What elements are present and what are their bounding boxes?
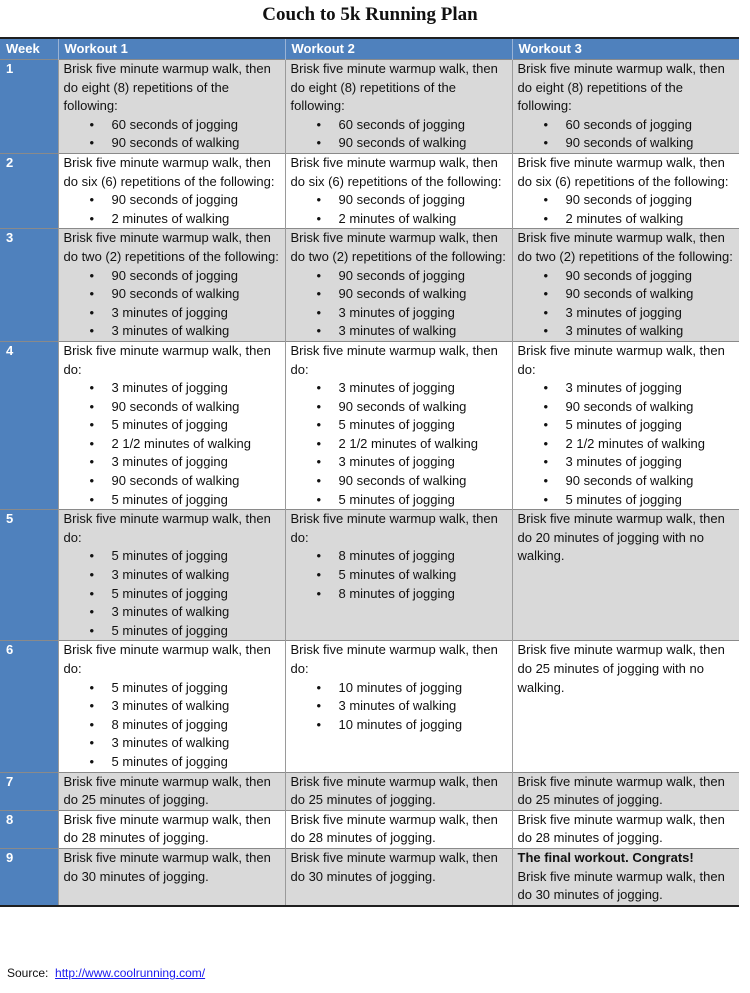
workout-step: • 8 minutes of jogging: [112, 716, 281, 735]
workout-step: • 3 minutes of walking: [112, 566, 281, 585]
workout-cell: [58, 810, 285, 848]
workout-intro: Brisk five minute warmup walk, then do six (6) repetitions of the following:: [63, 154, 275, 189]
workout-step: • 90 seconds of jogging: [566, 267, 736, 286]
week-number: 7: [0, 772, 58, 810]
workout-intro: Brisk five minute warmup walk, then do 25 minutes of jogging.: [517, 773, 725, 808]
table-row: [0, 229, 739, 342]
workout-cell: [512, 772, 739, 810]
column-header-week: Week: [0, 38, 58, 60]
workout-intro: Brisk five minute warmup walk, then do six (6) repetitions of the following:: [517, 154, 729, 189]
workout-step: • 90 seconds of walking: [112, 134, 281, 153]
workout-steps: [291, 267, 508, 341]
workout-cell: [512, 341, 739, 509]
workout-intro: Brisk five minute warmup walk, then do two (2) repetitions of the following:: [290, 230, 506, 264]
column-header-workout-3: Workout 3: [512, 38, 739, 60]
table-row: [0, 510, 739, 641]
workout-intro: Brisk five minute warmup walk, then do six (6) repetitions of the following:: [290, 154, 502, 189]
workout-cell: [512, 510, 739, 641]
workout-step: • 3 minutes of walking: [339, 697, 508, 716]
workout-cell: [512, 848, 739, 905]
workout-steps: [291, 679, 508, 735]
workout-step: • 2 1/2 minutes of walking: [112, 435, 281, 454]
workout-cell: [58, 848, 285, 905]
workout-step: • 3 minutes of jogging: [112, 453, 281, 472]
workout-step: • 3 minutes of jogging: [566, 304, 736, 323]
workout-step: • 3 minutes of jogging: [339, 453, 508, 472]
workout-intro: Brisk five minute warmup walk, then do 30 minutes of jogging.: [290, 849, 498, 884]
workout-step: • 90 seconds of walking: [112, 398, 281, 417]
workout-step: • 90 seconds of walking: [112, 472, 281, 491]
week-number: 8: [0, 810, 58, 848]
workout-step: • 3 minutes of walking: [112, 322, 281, 341]
workout-step: • 3 minutes of walking: [112, 697, 281, 716]
workout-step: • 5 minutes of jogging: [339, 416, 508, 435]
workout-step: • 60 seconds of jogging: [112, 116, 281, 135]
workout-step: • 3 minutes of jogging: [339, 304, 508, 323]
workout-intro: Brisk five minute warmup walk, then do two (2) repetitions of the following:: [63, 230, 279, 264]
workout-intro: Brisk five minute warmup walk, then do:: [290, 511, 498, 545]
workout-cell: [58, 510, 285, 641]
workout-step: • 3 minutes of walking: [112, 603, 281, 622]
workout-intro: Brisk five minute warmup walk, then do 28 minutes of jogging.: [517, 811, 725, 846]
workout-step: • 10 minutes of jogging: [339, 679, 508, 698]
workout-cell: [512, 641, 739, 772]
workout-step: • 90 seconds of walking: [566, 398, 736, 417]
workout-steps: [291, 116, 508, 153]
week-number: 4: [0, 341, 58, 509]
workout-cell: [58, 60, 285, 154]
workout-intro: Brisk five minute warmup walk, then do:: [290, 342, 498, 377]
workout-step: • 90 seconds of walking: [112, 285, 281, 304]
workout-cell: [285, 810, 512, 848]
workout-cell: [285, 341, 512, 509]
workout-step: • 90 seconds of walking: [339, 398, 508, 417]
workout-intro: Brisk five minute warmup walk, then do eight (8) repetitions of the following:: [290, 61, 498, 114]
source-link[interactable]: http://www.coolrunning.com/: [55, 966, 206, 980]
workout-step: • 5 minutes of jogging: [112, 585, 281, 604]
workout-intro: Brisk five minute warmup walk, then do 25 minutes of jogging.: [63, 773, 271, 808]
table-row: [0, 60, 739, 154]
workout-step: • 90 seconds of jogging: [339, 191, 508, 210]
table-row: [0, 153, 739, 228]
workout-intro: Brisk five minute warmup walk, then do eight (8) repetitions of the following:: [517, 61, 725, 114]
workout-steps: [518, 191, 736, 228]
workout-step: • 90 seconds of walking: [566, 285, 736, 304]
workout-step: • 3 minutes of jogging: [112, 379, 281, 398]
workout-intro: Brisk five minute warmup walk, then do 28 minutes of jogging.: [290, 811, 498, 846]
workout-cell: [285, 153, 512, 228]
workout-step: • 5 minutes of jogging: [112, 547, 281, 566]
week-number: 2: [0, 153, 58, 228]
workout-intro: Brisk five minute warmup walk, then do:: [517, 342, 725, 377]
workout-steps: [291, 191, 508, 228]
week-number: 9: [0, 848, 58, 905]
workout-cell: [58, 229, 285, 342]
workout-step: • 3 minutes of walking: [566, 322, 736, 341]
workout-step: • 5 minutes of jogging: [112, 416, 281, 435]
week-number: 3: [0, 229, 58, 342]
workout-intro: Brisk five minute warmup walk, then do:: [63, 342, 271, 377]
workout-intro: Brisk five minute warmup walk, then do 25 minutes of jogging.: [290, 773, 498, 808]
workout-steps: [518, 116, 736, 153]
page-title: Couch to 5k Running Plan: [262, 4, 478, 25]
workout-step: • 3 minutes of walking: [112, 734, 281, 753]
workout-step: • 5 minutes of jogging: [566, 416, 736, 435]
workout-steps: [64, 116, 281, 153]
workout-intro: Brisk five minute warmup walk, then do:: [63, 642, 271, 676]
workout-step: • 10 minutes of jogging: [339, 716, 508, 735]
workout-intro: Brisk five minute warmup walk, then do 25 minutes of jogging with no walking.: [517, 642, 725, 695]
workout-step: • 5 minutes of jogging: [566, 491, 736, 510]
table-row: [0, 341, 739, 509]
workout-cell: [58, 772, 285, 810]
workout-step: • 90 seconds of jogging: [339, 267, 508, 286]
workout-step: • 90 seconds of walking: [566, 134, 736, 153]
workout-intro: Brisk five minute warmup walk, then do 28 minutes of jogging.: [63, 811, 271, 846]
week-number: 5: [0, 510, 58, 641]
column-header-workout-1: Workout 1: [58, 38, 285, 60]
workout-step: • 90 seconds of walking: [566, 472, 736, 491]
workout-intro: Brisk five minute warmup walk, then do 30 minutes of jogging.: [63, 849, 271, 884]
workout-cell: [512, 810, 739, 848]
workout-step: • 90 seconds of jogging: [112, 267, 281, 286]
week-number: 6: [0, 641, 58, 772]
column-header-workout-2: Workout 2: [285, 38, 512, 60]
workout-intro: Brisk five minute warmup walk, then do two (2) repetitions of the following:: [517, 230, 733, 264]
workout-step: • 90 seconds of jogging: [566, 191, 736, 210]
workout-steps: [64, 379, 281, 509]
workout-steps: [291, 547, 508, 603]
week-number: 1: [0, 60, 58, 154]
workout-step: • 5 minutes of jogging: [112, 679, 281, 698]
source-label: Source:: [7, 966, 49, 980]
workout-cell: [58, 341, 285, 509]
table-row: [0, 772, 739, 810]
workout-step: • 90 seconds of walking: [339, 472, 508, 491]
workout-cell: [285, 772, 512, 810]
table-row: [0, 810, 739, 848]
workout-intro: Brisk five minute warmup walk, then do 20 minutes of jogging with no walking.: [517, 511, 725, 564]
source-line: [7, 966, 205, 980]
workout-steps: [64, 547, 281, 640]
workout-cell: [512, 153, 739, 228]
workout-cell: [285, 60, 512, 154]
plan-table: [0, 37, 739, 907]
workout-step: • 60 seconds of jogging: [339, 116, 508, 135]
workout-step: • 3 minutes of walking: [339, 322, 508, 341]
workout-step: • 5 minutes of walking: [339, 566, 508, 585]
workout-cell: [285, 641, 512, 772]
workout-steps: [518, 267, 736, 341]
workout-cell: [58, 153, 285, 228]
workout-step: • 8 minutes of jogging: [339, 547, 508, 566]
workout-step: • 3 minutes of jogging: [339, 379, 508, 398]
workout-step: • 90 seconds of jogging: [112, 191, 281, 210]
workout-steps: [64, 267, 281, 341]
workout-step: • 2 minutes of walking: [112, 210, 281, 229]
table-header-row: [0, 38, 739, 60]
workout-steps: [291, 379, 508, 509]
workout-intro: Brisk five minute warmup walk, then do:: [63, 511, 271, 545]
workout-intro: Brisk five minute warmup walk, then do:: [290, 642, 498, 676]
workout-step: • 5 minutes of jogging: [339, 491, 508, 510]
workout-cell: [58, 641, 285, 772]
table-row: [0, 848, 739, 905]
workout-step: • 5 minutes of jogging: [112, 753, 281, 772]
workout-intro: Brisk five minute warmup walk, then do eight (8) repetitions of the following:: [63, 61, 271, 114]
workout-step: • 90 seconds of walking: [339, 134, 508, 153]
workout-cell: [512, 60, 739, 154]
workout-steps: [64, 191, 281, 228]
workout-step: • 2 1/2 minutes of walking: [566, 435, 736, 454]
table-row: [0, 641, 739, 772]
workout-steps: [518, 379, 736, 509]
workout-step: • 60 seconds of jogging: [566, 116, 736, 135]
workout-step: • 3 minutes of jogging: [566, 379, 736, 398]
workout-step: • 2 minutes of walking: [339, 210, 508, 229]
workout-cell: [285, 229, 512, 342]
workout-step: • 5 minutes of jogging: [112, 622, 281, 641]
workout-step: • 2 minutes of walking: [566, 210, 736, 229]
plan-body: [0, 60, 739, 906]
workout-cell: [512, 229, 739, 342]
workout-step: • 5 minutes of jogging: [112, 491, 281, 510]
workout-step: • 3 minutes of jogging: [566, 453, 736, 472]
final-workout-note: The final workout. Congrats!: [517, 849, 694, 865]
workout-step: • 2 1/2 minutes of walking: [339, 435, 508, 454]
workout-step: • 3 minutes of jogging: [112, 304, 281, 323]
workout-step: • 90 seconds of walking: [339, 285, 508, 304]
workout-step: • 8 minutes of jogging: [339, 585, 508, 604]
workout-cell: [285, 510, 512, 641]
workout-cell: [285, 848, 512, 905]
workout-steps: [64, 679, 281, 772]
workout-intro: Brisk five minute warmup walk, then do 30 minutes of jogging.: [517, 868, 725, 903]
